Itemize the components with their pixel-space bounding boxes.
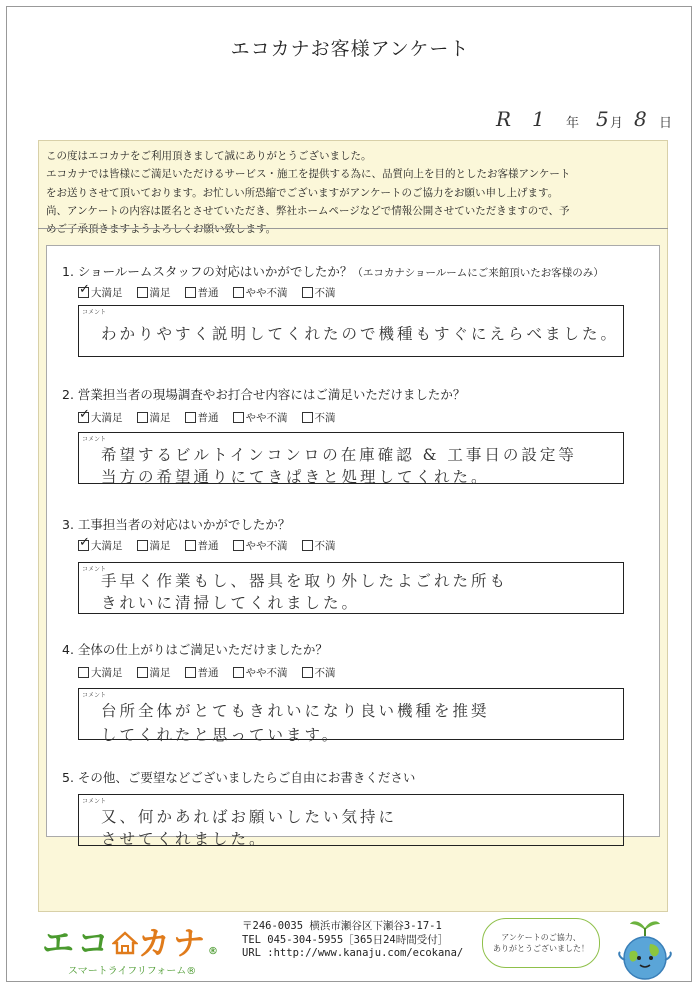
- handwritten-comment: 希望するビルトインコンロの在庫確認 & 工事日の設定等: [101, 446, 577, 464]
- question-label: 4. 全体の仕上がりはご満足いただけましたか？: [62, 642, 328, 657]
- rating-checkbox[interactable]: [233, 412, 244, 423]
- rating-option[interactable]: [78, 410, 123, 425]
- rating-option-label: 大満足: [91, 412, 123, 424]
- rating-option-label: 大満足: [91, 287, 123, 299]
- rating-options: [78, 665, 350, 680]
- rating-option-label: やや不満: [245, 287, 288, 299]
- logo-text-right: カナ: [138, 924, 209, 962]
- contact-address: [242, 920, 463, 961]
- page-title: エコカナお客様アンケート: [230, 38, 470, 60]
- intro-line: この度はエコカナをご利用頂きまして誠にありがとうございました。: [46, 150, 372, 162]
- handwritten-comment: させてくれました。: [101, 830, 268, 848]
- rating-option-label: 普通: [197, 412, 219, 424]
- rating-checkbox[interactable]: [233, 667, 244, 678]
- rating-option-label: 満足: [149, 540, 171, 552]
- rating-option-label: やや不満: [245, 540, 288, 552]
- handwritten-comment: わかりやすく説明してくれたので機種もすぐにえらべました。: [101, 325, 620, 343]
- rating-option[interactable]: [302, 665, 336, 680]
- question-text: [62, 768, 415, 786]
- url-line[interactable]: URL :http://www.kanaju.com/ecokana/: [242, 947, 464, 959]
- rating-options: [78, 410, 350, 425]
- rating-checkbox[interactable]: [185, 287, 196, 298]
- rating-options: [78, 538, 350, 553]
- handwritten-comment: 又、何かあればお願いしたい気持に: [101, 808, 398, 826]
- bubble-line: ありがとうございました！: [493, 944, 589, 953]
- rating-option[interactable]: [185, 410, 219, 425]
- rating-checkbox[interactable]: [233, 540, 244, 551]
- rating-option-label: やや不満: [245, 412, 288, 424]
- comment-box[interactable]: [78, 305, 624, 357]
- rating-option[interactable]: [302, 285, 336, 300]
- intro-text: [46, 147, 666, 238]
- rating-option-label: 普通: [197, 540, 219, 552]
- rating-checkbox[interactable]: [185, 540, 196, 551]
- question-label: 3. 工事担当者の対応はいかがでしたか？: [62, 517, 291, 532]
- date-year: 1: [532, 107, 545, 131]
- rating-checkbox[interactable]: [137, 540, 148, 551]
- rating-option-label: 不満: [314, 287, 336, 299]
- intro-line: エコカナでは皆様にご満足いただけるサービス・施工を提供する為に、品質向上を目的としたお客様アンケート: [46, 168, 571, 181]
- logo-subtitle: スマートライフリフォーム®: [68, 966, 197, 977]
- rating-options: [78, 285, 350, 300]
- date-month: 5: [596, 107, 609, 131]
- comment-box[interactable]: [78, 688, 624, 744]
- date-day-kanji: 日: [659, 116, 673, 131]
- rating-option-label: 普通: [197, 287, 219, 299]
- rating-checkbox[interactable]: [78, 667, 89, 678]
- rating-option[interactable]: [302, 538, 336, 553]
- intro-line: めご了承頂きますようよろしくお願い致します。: [46, 223, 277, 236]
- rating-option[interactable]: [137, 538, 171, 553]
- date-year-kanji: 年: [566, 116, 580, 131]
- date-day: 8: [634, 107, 647, 131]
- rating-checkbox[interactable]: [233, 287, 244, 298]
- rating-option[interactable]: [233, 538, 288, 553]
- rating-option[interactable]: [302, 410, 336, 425]
- rating-option[interactable]: [78, 285, 123, 300]
- intro-line: をお送りさせて頂いております。お忙しい所恐縮でございますがアンケートのご協力をお願い申し上げます。: [46, 186, 559, 199]
- rating-option[interactable]: [185, 538, 219, 553]
- question-text: [62, 385, 465, 403]
- question-label: 5. その他、ご要望などございましたらご自由にお書きください: [62, 770, 416, 785]
- question-text: [62, 515, 290, 533]
- rating-option-label: 満足: [149, 287, 171, 299]
- rating-option-label: やや不満: [245, 667, 288, 679]
- rating-option[interactable]: [137, 665, 171, 680]
- comment-box[interactable]: [78, 432, 624, 484]
- comment-box[interactable]: [78, 562, 624, 614]
- rating-checkbox[interactable]: [302, 540, 313, 551]
- rating-checkbox[interactable]: [137, 412, 148, 423]
- question-text: [62, 262, 604, 280]
- date-month-kanji: 月: [610, 116, 624, 131]
- intro-line: 尚、アンケートの内容は匿名とさせていただき、弊社ホームページなどで情報公開させていただきますので、予: [46, 204, 570, 217]
- globe-mascot-icon: [612, 914, 678, 986]
- question-label: 2. 営業担当者の現場調査やお打合せ内容にはご満足いただけましたか？: [62, 387, 466, 402]
- rating-option[interactable]: [137, 285, 171, 300]
- phone-line: TEL 045-304-5955［365日24時間受付］: [242, 933, 449, 946]
- question-label: 1. ショールームスタッフの対応はいかがでしたか？: [62, 264, 353, 279]
- rating-option[interactable]: [185, 665, 219, 680]
- ecokana-logo: [42, 918, 221, 977]
- rating-option-label: 不満: [314, 667, 336, 679]
- comment-label: コメント: [82, 566, 107, 573]
- rating-checkbox[interactable]: [78, 287, 89, 298]
- rating-option-label: 大満足: [91, 667, 123, 679]
- rating-checkbox[interactable]: [78, 412, 89, 423]
- rating-checkbox[interactable]: [137, 667, 148, 678]
- rating-checkbox[interactable]: [185, 412, 196, 423]
- question-note: （エコカナショールームにご来館頂いたお客様のみ）: [352, 267, 604, 279]
- rating-option[interactable]: [233, 410, 288, 425]
- date-era: R: [496, 107, 512, 131]
- rating-option[interactable]: [185, 285, 219, 300]
- rating-option[interactable]: [233, 285, 288, 300]
- address-line: 〒246-0035 横浜市瀬谷区下瀬谷3-17-1: [242, 920, 442, 932]
- rating-option[interactable]: [137, 410, 171, 425]
- rating-option-label: 普通: [197, 667, 219, 679]
- bubble-line: アンケートのご協力、: [501, 933, 581, 942]
- handwritten-comment: きれいに清掃してくれました。: [101, 594, 361, 612]
- logo-registered: ®: [208, 946, 222, 957]
- rating-option[interactable]: [78, 665, 123, 680]
- rating-checkbox[interactable]: [302, 287, 313, 298]
- rating-checkbox[interactable]: [185, 667, 196, 678]
- rating-option-label: 大満足: [91, 540, 123, 552]
- thanks-speech-bubble: [482, 918, 600, 968]
- handwritten-comment: 当方の希望通りにてきぱきと処理してくれた。: [101, 468, 490, 486]
- rating-option-label: 不満: [314, 412, 336, 424]
- logo-text-left: エコ: [42, 924, 113, 962]
- handwritten-comment: 台所全体がとてもきれいになり良い機種を推奨: [101, 702, 490, 720]
- rating-option-label: 満足: [149, 667, 171, 679]
- rating-option[interactable]: [78, 538, 123, 553]
- rating-checkbox[interactable]: [137, 287, 148, 298]
- rating-option[interactable]: [233, 665, 288, 680]
- rating-checkbox[interactable]: [302, 667, 313, 678]
- house-icon: [112, 924, 138, 962]
- question-text: [62, 640, 328, 658]
- comment-label: コメント: [82, 798, 107, 805]
- comment-label: コメント: [82, 692, 107, 699]
- date-field: [484, 107, 684, 138]
- rating-option-label: 満足: [149, 412, 171, 424]
- comment-box[interactable]: [78, 794, 624, 846]
- handwritten-comment: してくれたと思っています。: [101, 726, 341, 744]
- rating-checkbox[interactable]: [78, 540, 89, 551]
- divider: [38, 228, 668, 229]
- rating-option-label: 不満: [314, 540, 336, 552]
- handwritten-comment: 手早く作業もし、器具を取り外したよごれた所も: [101, 572, 509, 590]
- comment-label: コメント: [82, 436, 107, 443]
- rating-checkbox[interactable]: [302, 412, 313, 423]
- comment-label: コメント: [82, 309, 107, 316]
